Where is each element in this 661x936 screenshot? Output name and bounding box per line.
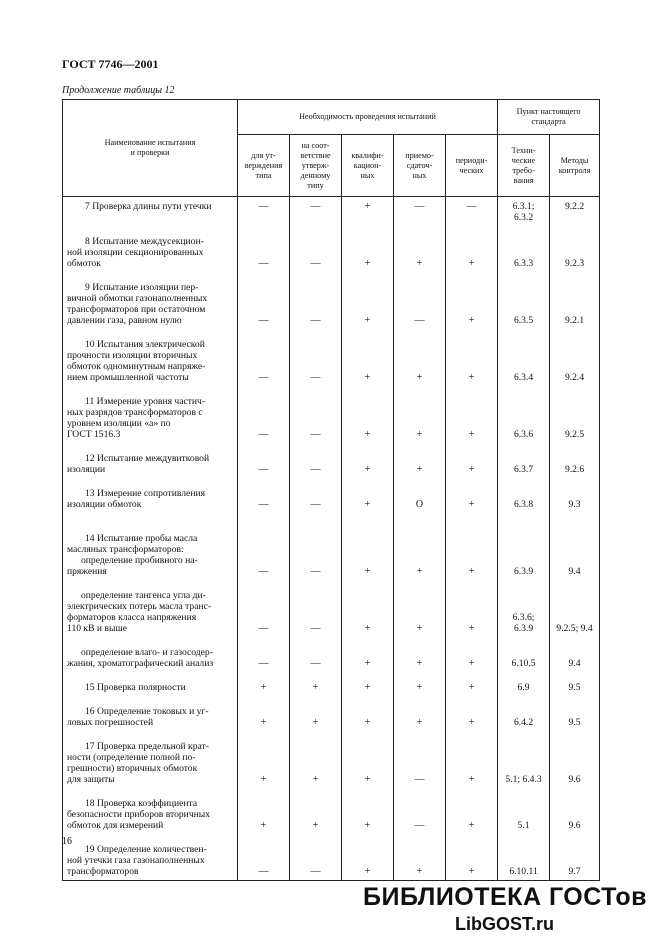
table-row <box>63 672 600 696</box>
test-name-line: ной изоляции секционированных <box>67 247 204 258</box>
table-row <box>63 272 600 329</box>
cell-acceptance: + <box>394 443 446 478</box>
cell-periodic: + <box>446 731 498 788</box>
cell-methods: 9.4 <box>550 637 600 672</box>
cell-qualification: + <box>342 386 394 443</box>
cell-tech-req: 6.3.6; 6.3.9 <box>498 580 550 637</box>
cell-conformity: — <box>290 580 342 637</box>
cell-acceptance: — <box>394 788 446 834</box>
test-name-line: 110 кВ и выше <box>67 623 128 634</box>
cell-approval: — <box>238 478 290 513</box>
cell-qualification: + <box>342 478 394 513</box>
test-name-line: 10 Испытания электрической <box>85 339 205 350</box>
cell-periodic: + <box>446 834 498 881</box>
test-name-cell <box>63 226 238 272</box>
cell-tech-req: 6.9 <box>498 672 550 696</box>
cell-conformity: — <box>290 513 342 580</box>
cell-tech-req: 6.3.1; 6.3.2 <box>498 197 550 227</box>
test-name-cell <box>63 513 238 580</box>
test-name-line: 15 Проверка полярности <box>85 682 186 693</box>
cell-approval: — <box>238 443 290 478</box>
cell-methods: 9.5 <box>550 696 600 731</box>
cell-approval: — <box>238 272 290 329</box>
table-row <box>63 197 600 227</box>
cell-conformity: + <box>290 672 342 696</box>
cell-acceptance: + <box>394 226 446 272</box>
cell-acceptance: + <box>394 329 446 386</box>
cell-periodic: + <box>446 788 498 834</box>
cell-acceptance: + <box>394 637 446 672</box>
cell-periodic: + <box>446 443 498 478</box>
cell-periodic: + <box>446 580 498 637</box>
cell-qualification: + <box>342 731 394 788</box>
test-name-line: ной утечки газа газонаполненных <box>67 855 205 866</box>
cell-qualification: + <box>342 513 394 580</box>
cell-qualification: + <box>342 272 394 329</box>
cell-methods: 9.2.1 <box>550 272 600 329</box>
cell-periodic: + <box>446 329 498 386</box>
cell-periodic: + <box>446 672 498 696</box>
table-row <box>63 580 600 637</box>
cell-conformity: — <box>290 226 342 272</box>
test-name-line: определение тангенса угла ди- <box>81 590 206 601</box>
test-name-line: трансформаторов <box>67 866 139 877</box>
cell-periodic: — <box>446 197 498 227</box>
cell-approval: — <box>238 637 290 672</box>
cell-tech-req: 6.3.4 <box>498 329 550 386</box>
cell-acceptance: + <box>394 580 446 637</box>
test-name-line: ности (определение полной по- <box>67 752 196 763</box>
test-name-line: ГОСТ 1516.3 <box>67 429 121 440</box>
cell-acceptance: + <box>394 696 446 731</box>
cell-methods: 9.2.5; 9.4 <box>550 580 600 637</box>
test-name-line: 11 Измерение уровня частич- <box>85 396 206 407</box>
cell-approval: — <box>238 197 290 227</box>
document-code: ГОСТ 7746—2001 <box>62 57 159 71</box>
cell-acceptance: — <box>394 197 446 227</box>
test-name-cell <box>63 788 238 834</box>
cell-qualification: + <box>342 226 394 272</box>
test-name-cell <box>63 672 238 696</box>
cell-approval: + <box>238 672 290 696</box>
test-name-line: давлении газа, равном нулю <box>67 315 182 326</box>
tests-table <box>62 99 600 881</box>
cell-periodic: + <box>446 513 498 580</box>
cell-conformity: — <box>290 272 342 329</box>
test-name-line: обмоток <box>67 258 101 269</box>
header-acceptance: приемо- сдаточ- ных <box>394 135 446 197</box>
test-name-line: 8 Испытание междусекцион- <box>85 236 204 247</box>
table-row <box>63 226 600 272</box>
header-conformity: на соот- ветствие утверж- денному типу <box>290 135 342 197</box>
table-row <box>63 834 600 881</box>
cell-periodic: + <box>446 386 498 443</box>
test-name-line: 12 Испытание междувитковой <box>85 453 210 464</box>
cell-acceptance: — <box>394 272 446 329</box>
cell-approval: — <box>238 834 290 881</box>
cell-qualification: + <box>342 580 394 637</box>
cell-approval: + <box>238 788 290 834</box>
test-name-line: ных разрядов трансформаторов с <box>67 407 203 418</box>
test-name-line: 17 Проверка предельной крат- <box>85 741 209 752</box>
table-row <box>63 478 600 513</box>
cell-conformity: — <box>290 197 342 227</box>
cell-qualification: + <box>342 443 394 478</box>
test-name-line: жания, хроматографический анализ <box>67 658 214 669</box>
test-name-line: грешности) вторичных обмоток <box>67 763 198 774</box>
cell-conformity: — <box>290 386 342 443</box>
cell-qualification: + <box>342 834 394 881</box>
cell-methods: 9.6 <box>550 731 600 788</box>
header-test-name: Наименование испытания и проверки <box>63 100 238 197</box>
test-name-cell <box>63 478 238 513</box>
test-name-line: для защиты <box>67 774 115 785</box>
table-row <box>63 637 600 672</box>
table-row <box>63 386 600 443</box>
cell-conformity: — <box>290 834 342 881</box>
table-row <box>63 513 600 580</box>
test-name-cell <box>63 580 238 637</box>
test-name-line: 18 Проверка коэффициента <box>85 798 198 809</box>
cell-acceptance: + <box>394 386 446 443</box>
test-name-line: безопасности приборов вторичных <box>67 809 211 820</box>
test-name-line: определение пробивного на- <box>81 555 198 566</box>
test-name-line: изоляции <box>67 464 106 475</box>
cell-methods: 9.2.5 <box>550 386 600 443</box>
cell-tech-req: 6.3.9 <box>498 513 550 580</box>
cell-approval: — <box>238 226 290 272</box>
table-continuation-caption: Продолжение таблицы 12 <box>62 85 175 96</box>
cell-approval: — <box>238 513 290 580</box>
table-row <box>63 443 600 478</box>
page-number: 16 <box>62 836 72 847</box>
cell-tech-req: 6.3.3 <box>498 226 550 272</box>
table-row <box>63 731 600 788</box>
cell-tech-req: 6.3.5 <box>498 272 550 329</box>
test-name-line: форматоров класса напряжения <box>67 612 197 623</box>
test-name-line: 13 Измерение сопротивления <box>85 488 205 499</box>
test-name-line: 14 Испытание пробы масла <box>85 533 198 544</box>
test-name-cell <box>63 834 238 881</box>
cell-approval: — <box>238 329 290 386</box>
cell-conformity: — <box>290 478 342 513</box>
test-name-line: изоляции обмоток <box>67 499 142 510</box>
header-periodic: периоди- ческих <box>446 135 498 197</box>
cell-methods: 9.7 <box>550 834 600 881</box>
cell-approval: — <box>238 580 290 637</box>
cell-tech-req: 6.3.7 <box>498 443 550 478</box>
cell-acceptance: + <box>394 672 446 696</box>
watermark-site: LibGOST.ru <box>455 914 554 934</box>
cell-qualification: + <box>342 637 394 672</box>
cell-acceptance: + <box>394 834 446 881</box>
cell-periodic: + <box>446 226 498 272</box>
cell-methods: 9.5 <box>550 672 600 696</box>
test-name-line: электрических потерь масла транс- <box>67 601 212 612</box>
cell-periodic: + <box>446 478 498 513</box>
cell-methods: 9.2.6 <box>550 443 600 478</box>
cell-qualification: + <box>342 329 394 386</box>
cell-periodic: + <box>446 637 498 672</box>
cell-approval: + <box>238 731 290 788</box>
cell-acceptance: + <box>394 513 446 580</box>
test-name-cell <box>63 329 238 386</box>
test-name-line: 9 Испытание изоляции пер- <box>85 282 199 293</box>
table-row <box>63 788 600 834</box>
test-name-cell <box>63 731 238 788</box>
cell-periodic: + <box>446 272 498 329</box>
header-tech-req: Техни- ческие требо- вания <box>498 135 550 197</box>
watermark-library-title: БИБЛИОТЕКА ГОСТов <box>363 883 648 911</box>
cell-methods: 9.2.2 <box>550 197 600 227</box>
header-approval: для ут- верждения типа <box>238 135 290 197</box>
test-name-line: 19 Определение количествен- <box>85 844 207 855</box>
test-name-cell <box>63 443 238 478</box>
cell-qualification: + <box>342 788 394 834</box>
header-methods: Методы контроля <box>550 135 600 197</box>
cell-qualification: + <box>342 696 394 731</box>
cell-tech-req: 5.1; 6.4.3 <box>498 731 550 788</box>
cell-qualification: + <box>342 672 394 696</box>
cell-methods: 9.2.3 <box>550 226 600 272</box>
test-name-line: нием промышленной частоты <box>67 372 189 383</box>
test-name-line: пряжения <box>67 566 107 577</box>
cell-acceptance: — <box>394 731 446 788</box>
header-qualification: квалифи- кацион- ных <box>342 135 394 197</box>
test-name-cell <box>63 272 238 329</box>
test-name-line: обмоток для измерений <box>67 820 164 831</box>
test-name-line: трансформаторов при остаточном <box>67 304 206 315</box>
test-name-line: 16 Определение токовых и уг- <box>85 706 209 717</box>
test-name-line: 7 Проверка длины пути утечки <box>85 201 212 212</box>
test-name-cell <box>63 637 238 672</box>
test-name-cell <box>63 386 238 443</box>
cell-methods: 9.6 <box>550 788 600 834</box>
cell-methods: 9.2.4 <box>550 329 600 386</box>
header-clause: Пункт настоящего стандарта <box>498 100 600 135</box>
cell-tech-req: 6.10.11 <box>498 834 550 881</box>
cell-conformity: + <box>290 696 342 731</box>
cell-periodic: + <box>446 696 498 731</box>
test-name-line: определение влаго- и газосодер- <box>81 647 213 658</box>
test-name-line: вичной обмотки газонаполненных <box>67 293 208 304</box>
cell-tech-req: 6.3.6 <box>498 386 550 443</box>
cell-qualification: + <box>342 197 394 227</box>
test-name-line: прочности изоляции вторичных <box>67 350 198 361</box>
cell-approval: — <box>238 386 290 443</box>
cell-conformity: + <box>290 731 342 788</box>
test-name-line: обмоток одноминутным напряже- <box>67 361 206 372</box>
test-name-cell <box>63 696 238 731</box>
test-name-line: ловых погрешностей <box>67 717 154 728</box>
cell-conformity: — <box>290 443 342 478</box>
cell-tech-req: 6.4.2 <box>498 696 550 731</box>
table-row <box>63 696 600 731</box>
cell-tech-req: 5.1 <box>498 788 550 834</box>
header-necessity: Необходимость проведения испытаний <box>238 100 498 135</box>
cell-methods: 9.3 <box>550 478 600 513</box>
test-name-line: уровнем изоляции «а» по <box>67 418 171 429</box>
cell-tech-req: 6.10.5 <box>498 637 550 672</box>
cell-tech-req: 6.3.8 <box>498 478 550 513</box>
test-name-line: масляных трансформаторов: <box>67 544 184 555</box>
cell-conformity: — <box>290 637 342 672</box>
cell-methods: 9.4 <box>550 513 600 580</box>
table-row <box>63 329 600 386</box>
cell-acceptance: О <box>394 478 446 513</box>
cell-approval: + <box>238 696 290 731</box>
cell-conformity: + <box>290 788 342 834</box>
cell-conformity: — <box>290 329 342 386</box>
test-name-cell <box>63 197 238 227</box>
